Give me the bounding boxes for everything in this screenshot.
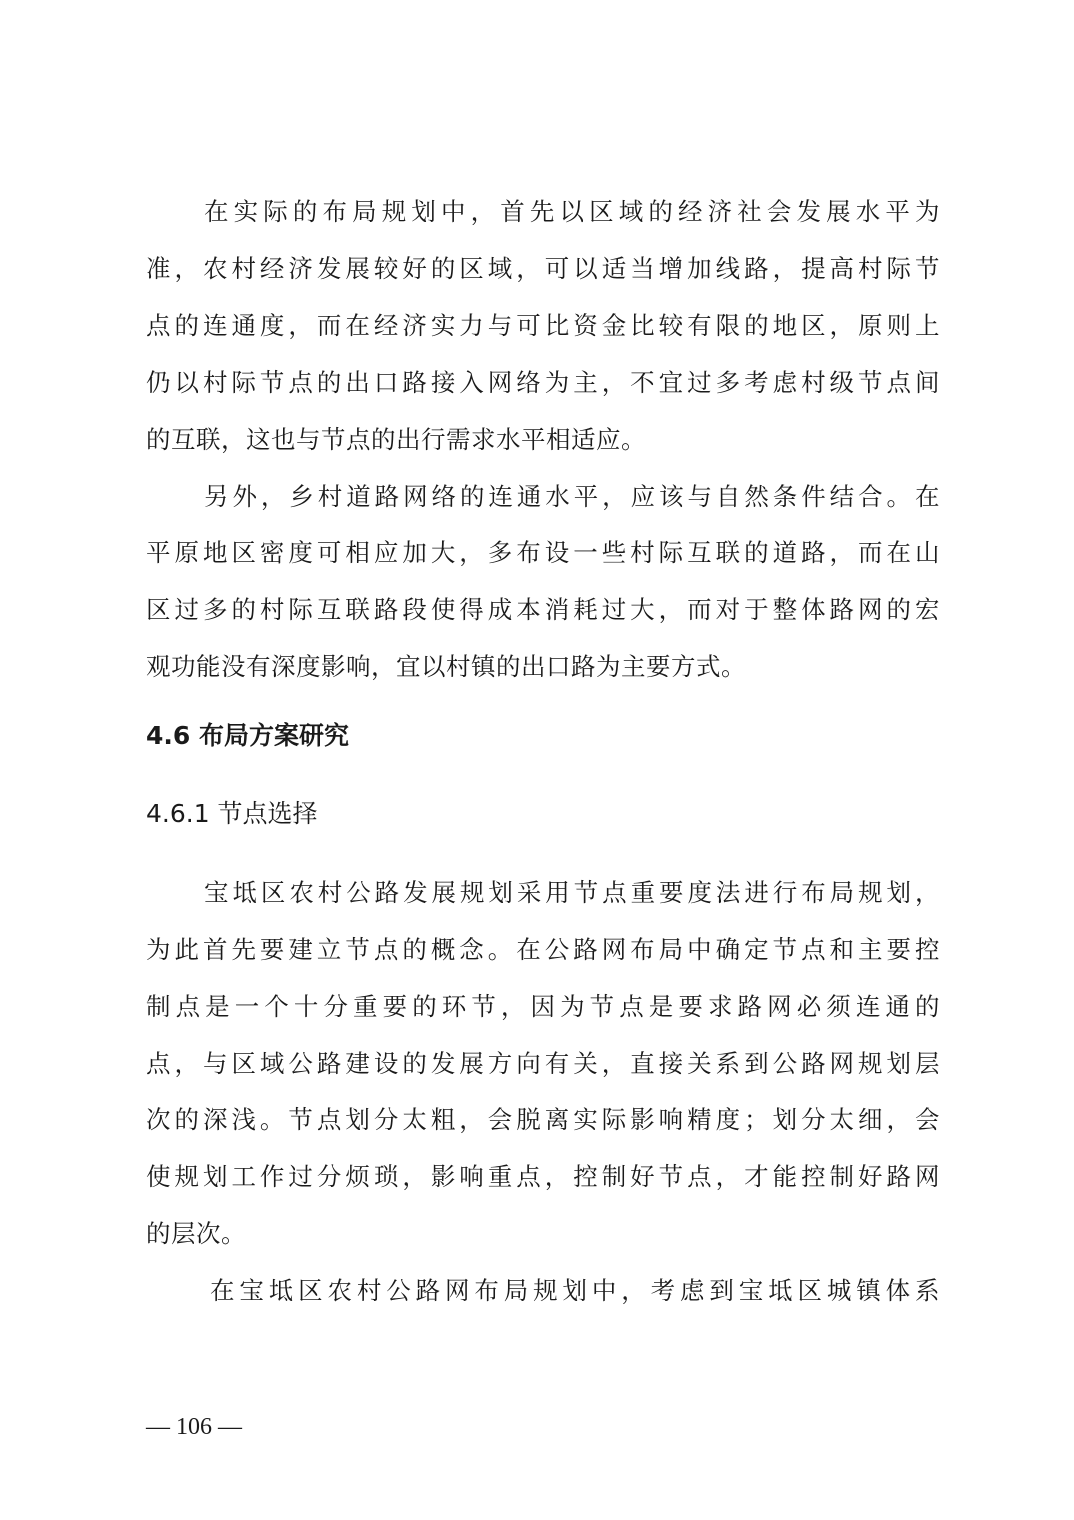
paragraph-3-line-5: 次的深浅。节点划分太粗，会脱离实际影响精度；划分太细，会: [146, 1105, 940, 1134]
section-heading: 4.6 布局方案研究: [146, 721, 349, 750]
paragraph-3-line-6: 使规划工作过分烦琐，影响重点，控制好节点，才能控制好路网: [146, 1162, 940, 1191]
page-number: — 106 —: [146, 1414, 242, 1440]
paragraph-2-line-1: 另外，乡村道路网络的连通水平，应该与自然条件结合。在: [204, 482, 940, 511]
paragraph-1-line-1: 在实际的布局规划中，首先以区域的经济社会发展水平为: [204, 197, 940, 226]
paragraph-1-line-2: 准，农村经济发展较好的区域，可以适当增加线路，提高村际节: [146, 254, 940, 283]
paragraph-2-line-3: 区过多的村际互联路段使得成本消耗过大，而对于整体路网的宏: [146, 595, 940, 624]
paragraph-4-line-1: 在宝坻区农村公路网布局规划中，考虑到宝坻区城镇体系: [210, 1276, 940, 1305]
paragraph-3-line-3: 制点是一个十分重要的环节，因为节点是要求路网必须连通的: [146, 992, 940, 1021]
subsection-heading: 4.6.1 节点选择: [146, 799, 318, 828]
paragraph-2-line-4: 观功能没有深度影响，宜以村镇的出口路为主要方式。: [146, 652, 746, 681]
paragraph-3-line-1: 宝坻区农村公路发展规划采用节点重要度法进行布局规划，: [204, 878, 940, 907]
paragraph-3-line-2: 为此首先要建立节点的概念。在公路网布局中确定节点和主要控: [146, 935, 940, 964]
paragraph-3-line-4: 点，与区域公路建设的发展方向有关，直接关系到公路网规划层: [146, 1049, 940, 1078]
paragraph-2-line-2: 平原地区密度可相应加大，多布设一些村际互联的道路，而在山: [146, 538, 940, 567]
paragraph-1-line-5: 的互联，这也与节点的出行需求水平相适应。: [146, 425, 646, 454]
paragraph-1-line-4: 仍以村际节点的出口路接入网络为主，不宜过多考虑村级节点间: [146, 368, 940, 397]
paragraph-3-line-7: 的层次。: [146, 1219, 246, 1248]
paragraph-1-line-3: 点的连通度，而在经济实力与可比资金比较有限的地区，原则上: [146, 311, 940, 340]
